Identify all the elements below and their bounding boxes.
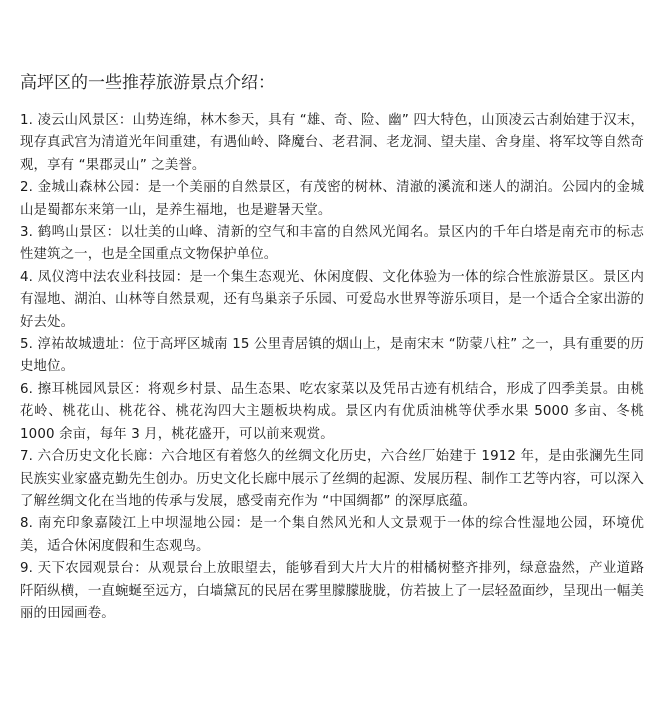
list-item: 4. 凤仪湾中法农业科技园：是一个集生态观光、休闲度假、文化体验为一体的综合性旅游景区。景区内有湿地、湖泊、山林等自然景观，还有鸟巢亲子乐园、可爱岛水世界等游乐项目，是一个适合全家出游的好去处。	[20, 269, 644, 330]
list-item: 7. 六合历史文化长廊：六合地区有着悠久的丝绸文化历史，六合丝厂始建于 1912 年，是由张澜先生同民族实业家盛克勤先生创办。历史文化长廊中展示了丝绸的起源、发展历程、制作工艺等内容，可以深入了解丝绸文化在当地的传承与发展，感受南充作为 “中国绸都” 的深厚底蕴。	[20, 449, 644, 509]
article	[20, 70, 644, 625]
list-item: 6. 擦耳桃园风景区：将观乡村景、品生态果、吃农家菜以及凭吊古迹有机结合，形成了四季美景。由桃花岭、桃花山、桃花谷、桃花沟四大主题板块构成。景区内有优质油桃等伏季水果 5000 多亩、冬桃 1000 余亩，每年 3 月，桃花盛开，可以前来观赏。	[20, 381, 644, 442]
list-item: 8. 南充印象嘉陵江上中坝湿地公园：是一个集自然风光和人文景观于一体的综合性湿地公园，环境优美，适合休闲度假和生态观鸟。	[20, 516, 644, 554]
list-item: 5. 淳祐故城遗址：位于高坪区城南 15 公里青居镇的烟山上，是南宋末 “防蒙八柱” 之一，具有重要的历史地位。	[20, 337, 644, 375]
article-title: 高坪区的一些推荐旅游景点介绍：	[20, 73, 275, 93]
list-item: 3. 鹤鸣山景区：以壮美的山峰、清新的空气和丰富的自然风光闻名。景区内的千年白塔是南充市的标志性建筑之一，也是全国重点文物保护单位。	[20, 225, 644, 263]
list-item: 1. 凌云山风景区：山势连绵，林木参天，具有 “雄、奇、险、幽” 四大特色，山顶凌云古刹始建于汉末，现存真武宫为清道光年间重建，有遇仙岭、降魔台、老君洞、老龙洞、望夫崖、舍身崖、将军坟等自然奇观，享有 “果郡灵山” 之美誉。	[20, 113, 644, 173]
list-item: 2. 金城山森林公园：是一个美丽的自然景区，有茂密的树林、清澈的溪流和迷人的湖泊。公园内的金城山是蜀都东来第一山，是养生福地，也是避暑天堂。	[20, 180, 644, 218]
list-item: 9. 天下农园观景台：从观景台上放眼望去，能够看到大片大片的柑橘树整齐排列，绿意盎然，产业道路阡陌纵横，一直蜿蜒至远方，白墙黛瓦的民居在雾里朦朦胧胧，仿若披上了一层轻盈面纱，呈现出一幅美丽的田园画卷。	[20, 561, 644, 621]
